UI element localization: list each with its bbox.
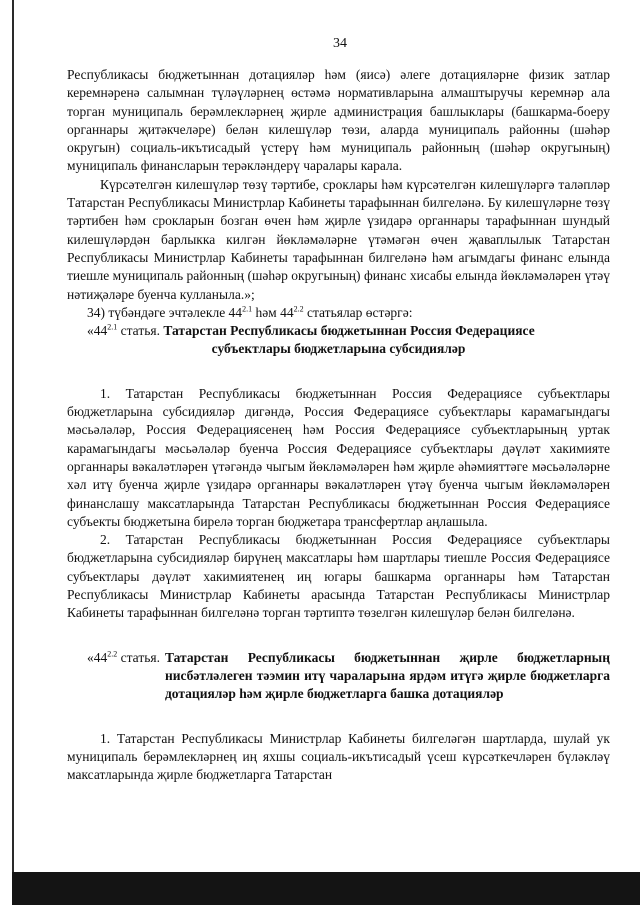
article-2-label-wrap: [87, 649, 165, 704]
article-1-title-a: Татарстан Республикасы бюджетыннан Россия Федерациясе: [163, 323, 535, 339]
amendment-sup-2: 2.2: [293, 304, 304, 314]
article-1-sup: 2.1: [107, 322, 118, 332]
amendment-sup-1: 2.1: [242, 304, 253, 314]
scan-left-edge: [12, 0, 14, 905]
article-2-item-1: 1. Татарстан Республикасы Министрлар Кабинеты билгеләгән шартларда, шулай ук муниципаль берәмлекләрнең иң яхшы социаль-икътисадый үсеш күрсәткечләрен бүләкләү максатларында җирле бюджетларга Татарстан: [67, 730, 610, 783]
article-2-sup: 2.2: [107, 649, 118, 659]
amendment-middle: һәм 44: [252, 304, 294, 320]
scan-bottom-edge: [12, 872, 640, 905]
article-2-open: «44: [87, 649, 108, 665]
amendment-suffix: статьялар өстәргә:: [303, 304, 413, 320]
article-1-label: статья.: [117, 323, 164, 339]
article-1-open: «44: [87, 323, 108, 339]
article-2-label: статья.: [117, 649, 160, 665]
article-1-heading: [67, 322, 610, 340]
article-1-item-1: 1. Татарстан Республикасы бюджетыннан Россия Федерациясе субъектлары бюджетларына субсидияләр дигәндә, Россия Федерациясе субъектлары карамагындагы мәсьәләләр, Россия Федерациясенең һәм Россия Федерациясе субъектларының уртак карамагындагы мәсьәләләр буенча Россия Федерациясе субъектлары дәүләт хакимияте органнары вәкаләтләрен үтәгәндә чыгым йөкләмәләрен һәм җирле әһәмияттәге мәсьәләләрне хәл итү буенча җирле үзидарә органнары вәкаләтләрен үтәү буенча чыгым йөкләмәләрен финанслашу максатларында Татарстан Республикасы бюджетыннан Россия Федерациясе субъекты бюджетына бирелә торган бюджетара трансфертлар аңлашыла.: [67, 385, 610, 529]
article-2-title: Татарстан Республикасы бюджетыннан җирле бюджетларның нисбәтләлеген тәэмин итү чараларына ярдәм итүгә җирле бюджетларга дотацияләр һәм җирле бюджетларга башка дотацияләр: [164, 649, 610, 702]
amendment-prefix: 34) түбәндәге эчтәлекле 44: [87, 304, 243, 320]
page-number: 34: [333, 36, 347, 51]
article-1-title-b: субъектлары бюджетларына субсидияләр: [211, 341, 466, 357]
article-1-item-2: 2. Татарстан Республикасы бюджетыннан Россия Федерациясе субъектлары бюджетларына субсидияләр бирүнең максатлары һәм шартлары тиешле Россия Федерациясе субъектлары дәүләт хакимиятенең иң югары башкарма органнары һәм Татарстан Республикасы Министрлар Кабинеты арасында Татарстан Республикасы Министрлар Кабинеты тарафыннан билгеләнә торган тәртиптә төзелгән килешүләр белән билгеләнә.: [67, 532, 610, 621]
paragraph-continuation: Республикасы бюджетыннан дотацияләр һәм (яисә) әлеге дотацияләрне физик затлар керемнәренә салымнан түләүләрнең өстәмә нормативларына алмаштыручы керемнәр ала торган муниципаль берәмлекләрнең җирле администрация башлыклары (башкарма-боеру органнары җитәкчеләре) белән килешүләр төзи, аларда муниципаль районны (шәһәр округын) социаль-икътисадый үстерү һәм муниципаль районның (шәһәр округының) муниципаль финансларын терәкләндерү чаралары карала.: [67, 67, 610, 174]
article-2-heading: [87, 649, 610, 704]
document-body: [67, 66, 610, 784]
paragraph-agreements: Күрсәтелгән килешүләр төзү тәртибе, сроклары һәм күрсәтелгән килешүләргә таләпләр Татарстан Республикасы Министрлар Кабинеты тарафыннан билгеләнә. Бу килешүләрне төзү тәртибен һәм срокларын бозган өчен һәм җирле үзидарә органнары тарафыннан шундый килешүләрдән барлыкка килгән йөкләмәләрне үтәмәгән өчен җаваплылык Татарстан Республикасы Министрлар Кабинеты тарафыннан билгеләнә һәм агымдагы финанс елында тиешле муниципаль районның (шәһәр округының) финанс хисабы елында йөкләмәләрен үтәү нәтиҗәләре буенча кулланыла.»;: [67, 176, 610, 302]
amendment-line: [67, 304, 610, 322]
